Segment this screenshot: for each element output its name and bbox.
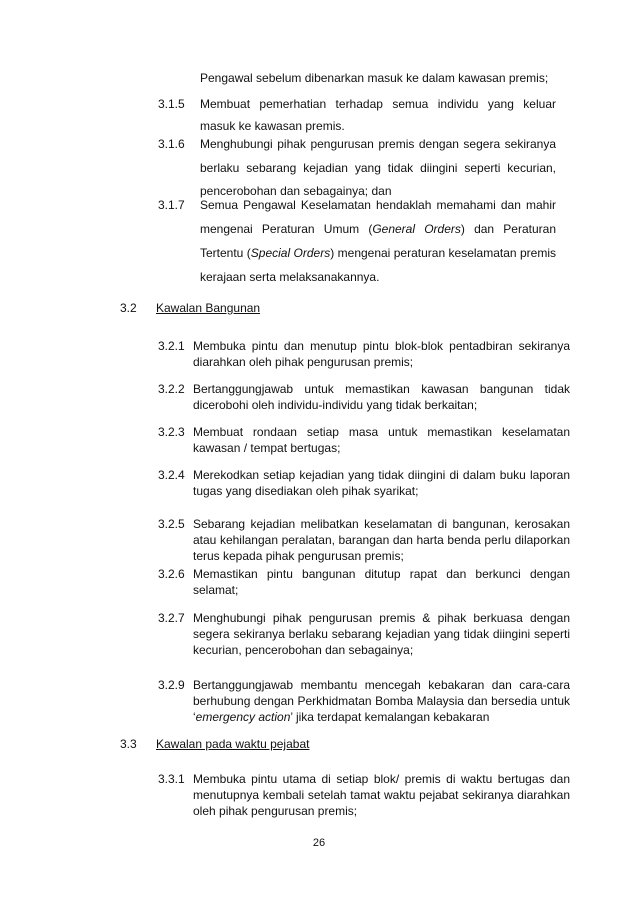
list-item-3-1-6: [158, 136, 558, 198]
text-line: Bertanggungjawab untuk memastikan kawasan bangunan tidak: [193, 382, 570, 396]
text-line: Memastikan pintu bangunan ditutup rapat dan berkunci dengan: [193, 567, 570, 581]
list-item-3-1-7: [158, 197, 558, 284]
text-line-rich-317-2: mengenai Peraturan Umum (General Orders) dan Peraturan: [200, 222, 556, 236]
item-number: 3.2.7: [158, 611, 185, 625]
text-line: tugas yang disediakan oleh pihak syarikat;: [193, 484, 419, 498]
text-line: berlaku sebarang kejadian yang tidak diingini seperti kecurian,: [200, 161, 556, 175]
item-number: 3.2.2: [158, 382, 185, 396]
text-line: terus kepada pihak pengurusan premis;: [193, 549, 404, 563]
section-heading-3-2: [120, 301, 570, 318]
text-line: berhubung dengan Perkhidmatan Bomba Malaysia dan bersedia untuk: [193, 694, 570, 708]
text-line: pencerobohan dan sebagainya; dan: [200, 184, 392, 198]
text-line: masuk ke kawasan premis.: [200, 119, 345, 133]
text-line: Pengawal sebelum dibenarkan masuk ke dalam kawasan premis;: [200, 71, 549, 85]
item-number: 3.2.4: [158, 468, 185, 482]
text-line: Merekodkan setiap kejadian yang tidak diingini di dalam buku laporan: [193, 468, 570, 482]
item-number: 3.2.1: [158, 339, 185, 353]
item-number: 3.3.1: [158, 772, 185, 786]
text-line: Semua Pengawal Keselamatan hendaklah memahami dan mahir: [200, 198, 556, 212]
text-line: [200, 221, 556, 238]
text-line: oleh pihak pengurusan premis;: [193, 804, 358, 818]
item-number: 3.1.7: [158, 198, 185, 212]
text-line: Sebarang kejadian melibatkan keselamatan di bangunan, kerosakan: [193, 517, 570, 531]
section-title: Kawalan pada waktu pejabat: [156, 737, 310, 751]
text-line: kerajaan serta melaksanakannya.: [200, 270, 380, 284]
text-line: menutupnya kembali setelah tamat waktu pejabat sekiranya diarahkan: [193, 788, 570, 802]
text-line: Menghubungi pihak pengurusan premis dengan segera sekiranya: [200, 137, 556, 151]
item-number: 3.1.5: [158, 97, 185, 111]
text-line: kecurian, pencerobohan dan sebagainya;: [193, 643, 414, 657]
item-number: 3.2.3: [158, 425, 185, 439]
text-line: Membuka pintu dan menutup pintu blok-blok pentadbiran sekiranya: [193, 339, 570, 353]
item-number: 3.1.6: [158, 137, 185, 151]
text-line: segera sekiranya berlaku sebarang kejadian yang tidak diingini seperti: [193, 627, 570, 641]
text-line: Membuka pintu utama di setiap blok/ premis di waktu bertugas dan: [193, 772, 570, 786]
item-number: 3.2.5: [158, 517, 185, 531]
text-line: [200, 245, 556, 262]
item-number: 3.2.9: [158, 678, 185, 692]
section-number: 3.2: [120, 301, 137, 315]
continuation-text: [200, 70, 560, 87]
text-line: diarahkan oleh pihak pengurusan premis;: [193, 355, 414, 369]
list-item-3-1-5: [158, 96, 558, 136]
item-number: 3.2.6: [158, 567, 185, 581]
text-line: Bertanggungjawab membantu mencegah kebakaran dan cara-cara: [193, 678, 570, 692]
text-line-rich-317-3: Tertentu (Special Orders) mengenai peraturan keselamatan premis: [200, 246, 556, 260]
section-number: 3.3: [120, 737, 137, 751]
text-line: Membuat rondaan setiap masa untuk memastikan keselamatan: [193, 425, 570, 439]
text-line: ‘emergency action’ jika terdapat kemalangan kebakaran: [193, 710, 490, 724]
text-line: dicerobohi oleh individu-individu yang tidak berkaitan;: [193, 398, 478, 412]
text-line: atau kehilangan peralatan, barangan dan harta benda perlu dilaporkan: [193, 533, 570, 547]
section-title: Kawalan Bangunan: [156, 301, 261, 315]
section-heading-3-3: [120, 737, 570, 754]
text-line: kawasan / tempat bertugas;: [193, 441, 341, 455]
text-line: Membuat pemerhatian terhadap semua individu yang keluar: [200, 97, 556, 111]
text-line: selamat;: [193, 583, 239, 597]
text-line: Menghubungi pihak pengurusan premis & pihak berkuasa dengan: [193, 611, 570, 625]
page-number: 26: [312, 837, 326, 849]
